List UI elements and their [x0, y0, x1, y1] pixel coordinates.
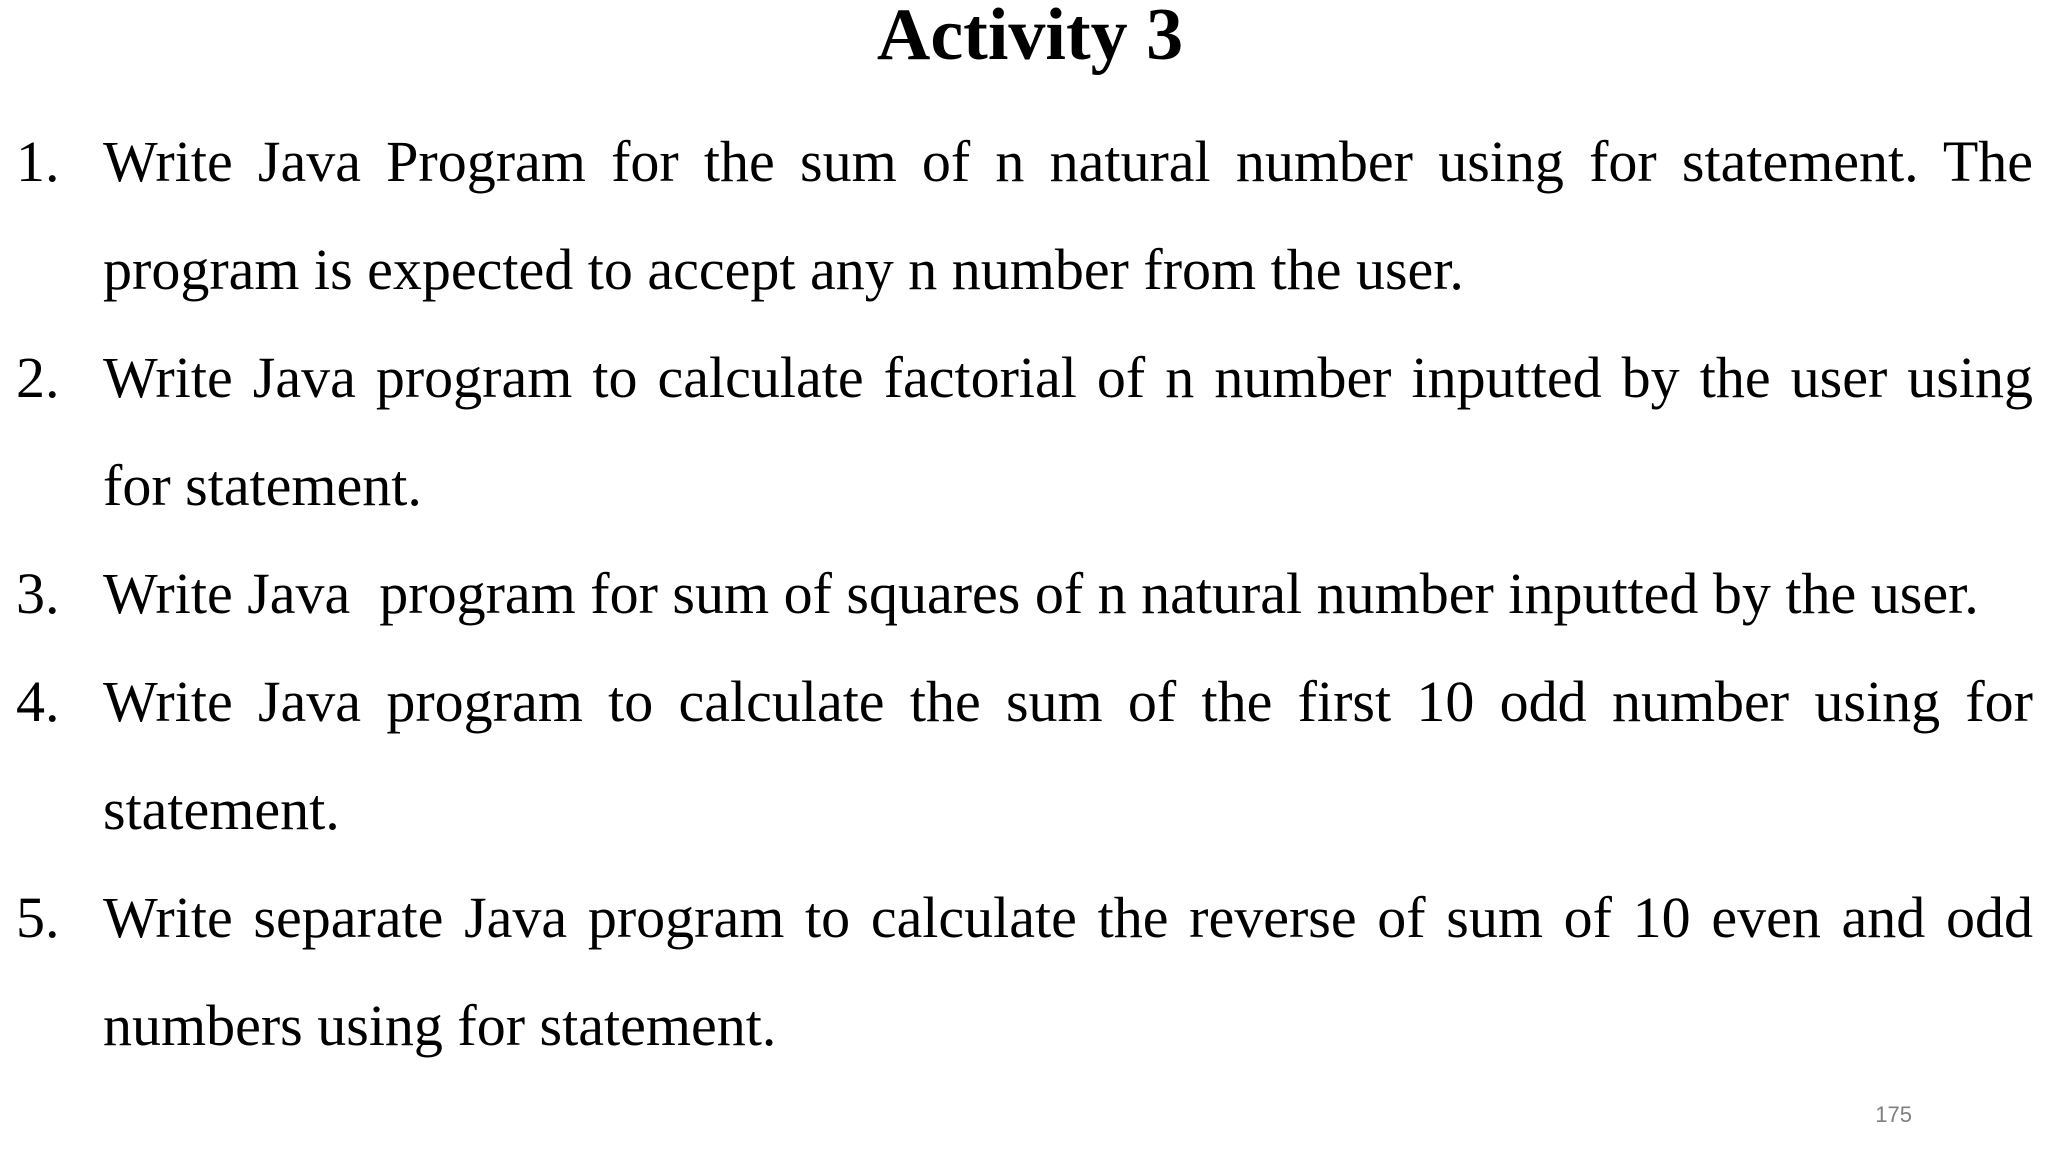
slide-title: Activity 3 [876, 0, 1184, 76]
activity-number: 3. [16, 561, 60, 626]
activity-number: 5. [16, 885, 60, 950]
activity-text: Write Java program for sum of squares of n natural number inputted by the user. [103, 561, 1979, 626]
activity-text: Write Java Program for the sum of n natural number using for statement. The program is expected to accept any n number from the user. [103, 129, 2033, 302]
activity-text: Write Java program to calculate factorial of n number inputted by the user using for statement. [103, 345, 2033, 518]
activity-number: 4. [16, 669, 60, 734]
activity-number: 2. [16, 345, 60, 410]
activity-item-5 [0, 864, 2033, 1080]
activity-text: Write separate Java program to calculate the reverse of sum of 10 even and odd numbers using for statement. [103, 885, 2033, 1058]
activity-item-4 [0, 648, 2033, 864]
activity-item-2 [0, 324, 2033, 540]
activity-item-3 [0, 540, 2033, 648]
activity-list [0, 108, 2048, 1080]
activity-text: Write Java program to calculate the sum of the first 10 odd number using for statement. [103, 669, 2033, 842]
page-number: 175 [1875, 1102, 1912, 1127]
activity-item-1 [0, 108, 2033, 324]
activity-number: 1. [16, 129, 60, 194]
